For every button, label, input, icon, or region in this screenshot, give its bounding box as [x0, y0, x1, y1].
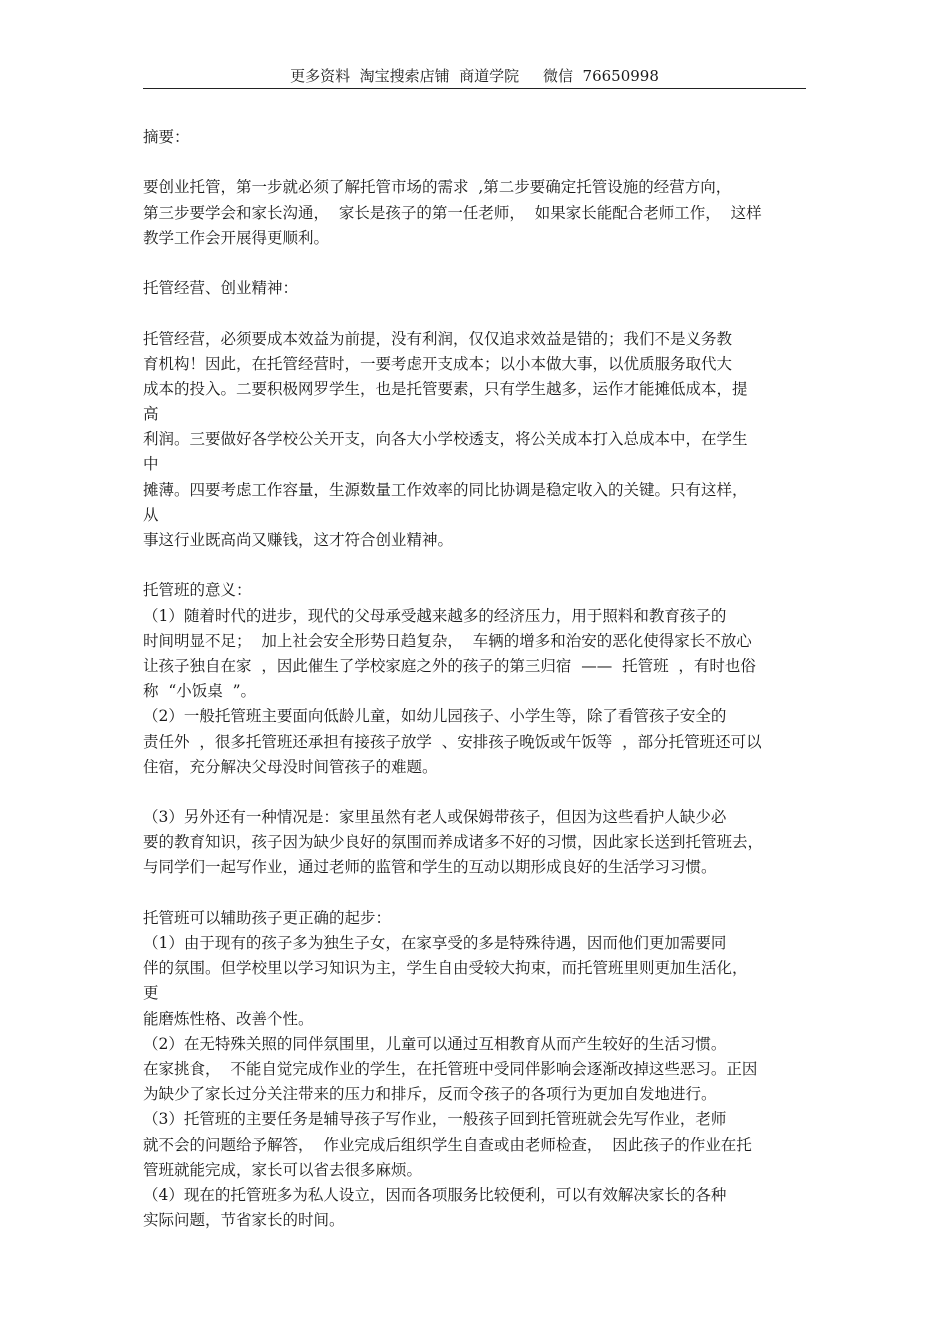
text-line: 时间明显不足； 加上社会安全形势日趋复杂， 车辆的增多和治安的恶化使得家长不放心 [143, 631, 752, 650]
text-line: （2）在无特殊关照的同伴氛围里，儿童可以通过互相教育从而产生较好的生活习惯。 [143, 1034, 727, 1053]
abstract-paragraph [143, 175, 806, 251]
text-line: 托管经营，必须要成本效益为前提，没有利润，仅仅追求效益是错的；我们不是义务教 [143, 329, 733, 348]
text-line: 教学工作会开展得更顺利。 [143, 228, 330, 247]
meaning-section [143, 578, 806, 780]
text-line: 责任外 ，很多托管班还承担有接孩子放学 、安排孩子晚饭或午饭等 ，部分托管班还可以 [143, 732, 762, 751]
text-line: 育机构！因此，在托管经营时，一要考虑开支成本；以小本做大事，以优质服务取代大 [143, 354, 733, 373]
text-line: （3）另外还有一种情况是：家里虽然有老人或保姆带孩子，但因为这些看护人缺少必 [143, 808, 727, 827]
text-line: （3）托管班的主要任务是辅导孩子写作业，一般孩子回到托管班就会先写作业，老师 [143, 1110, 727, 1129]
text-line: 称 “小饭桌 ”。 [143, 682, 257, 701]
text-line: 高 [143, 405, 159, 424]
text-line: 摊薄。四要考虑工作容量，生源数量工作效率的同比协调是稳定收入的关键。只有这样， [143, 480, 748, 499]
text-line: 管班就能完成，家长可以省去很多麻烦。 [143, 1160, 423, 1179]
text-line: （1）由于现有的孩子多为独生子女，在家享受的多是特殊待遇，因而他们更加需要同 [143, 934, 727, 952]
spirit-heading-section [143, 276, 806, 301]
text-line: 住宿，充分解决父母没时间管孩子的难题。 [143, 757, 438, 776]
section-heading: 托管班的意义： [143, 581, 252, 600]
text-line: 利润。三要做好各学校公关开支，向各大小学校透支，将公关成本打入总成本中，在学生 [143, 430, 748, 449]
meaning-point-3 [143, 805, 806, 881]
page-header: 更多资料 淘宝搜索店铺 商道学院 微信 76650998 [143, 64, 806, 89]
section-heading: 托管班可以辅助孩子更正确的起步： [143, 908, 392, 927]
text-line: 从 [143, 505, 159, 524]
document-body [143, 125, 806, 1233]
text-line: 要的教育知识，孩子因为缺少良好的氛围而养成诸多不好的习惯，因此家长送到托管班去， [143, 833, 764, 852]
text-line: 在家挑食， 不能自觉完成作业的学生，在托管班中受同伴影响会逐渐改掉这些恶习。正因 [143, 1059, 758, 1078]
text-line: 为缺少了家长过分关注带来的压力和排斥，反而令孩子的各项行为更加自发地进行。 [143, 1085, 717, 1104]
text-line: 事这行业既高尚又赚钱，这才符合创业精神。 [143, 531, 454, 549]
text-line: 与同学们一起写作业，通过老师的监管和学生的互动以期形成良好的生活学习习惯。 [143, 858, 717, 877]
text-line: （2）一般托管班主要面向低龄儿童，如幼儿园孩子、小学生等，除了看管孩子安全的 [143, 707, 727, 726]
text-line: 中 [143, 455, 159, 474]
abstract-heading-section [143, 125, 806, 150]
text-line: 让孩子独自在家 ，因此催生了学校家庭之外的孩子的第三归宿 —— 托管班 ，有时也俗 [143, 656, 756, 675]
text-line: （4）现在的托管班多为私人设立，因而各项服务比较便利，可以有效解决家长的各种 [143, 1185, 727, 1204]
text-line: 要创业托管，第一步就必须了解托管市场的需求 ,第二步要确定托管设施的经营方向， [143, 178, 732, 197]
text-line: 伴的氛围。但学校里以学习知识为主，学生自由受较大拘束，而托管班里则更加生活化， [143, 959, 748, 978]
text-line: 摘要： [143, 128, 190, 146]
text-line: 成本的投入。二要积极网罗学生，也是托管要素，只有学生越多，运作才能摊低成本，提 [143, 379, 748, 398]
spirit-paragraph [143, 327, 806, 554]
text-line: 更 [143, 984, 159, 1003]
text-line: 第三步要学会和家长沟通， 家长是孩子的第一任老师， 如果家长能配合老师工作， 这样 [143, 203, 762, 222]
section-heading: 托管经营、创业精神： [143, 279, 299, 298]
text-line: 就不会的问题给予解答， 作业完成后组织学生自查或由老师检查， 因此孩子的作业在托 [143, 1135, 752, 1154]
text-line: （1）随着时代的进步，现代的父母承受越来越多的经济压力，用于照料和教育孩子的 [143, 606, 727, 625]
text-line: 实际问题，节省家长的时间。 [143, 1211, 345, 1230]
start-section [143, 906, 806, 1233]
text-line: 能磨炼性格、改善个性。 [143, 1009, 314, 1028]
